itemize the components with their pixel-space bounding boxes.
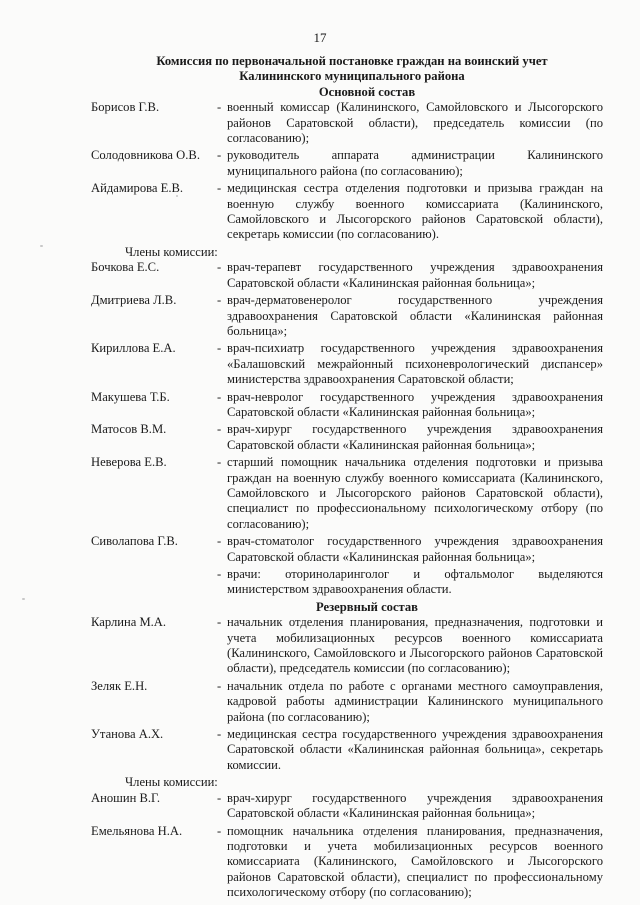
list-dash: -: [217, 790, 222, 805]
member-role-text: помощник начальника отделения планирования, предназначения, подготовки и учета мобилизационных ресурсов военного комиссариата (Калининского, Самойловского и Лысогорского районов Саратовской области), специалист по профессиональному психологическому отбору (по согласованию);: [227, 823, 603, 900]
member-role-text: врач-стоматолог государственного учреждения здравоохранения Саратовской области «Калининская районная больница»;: [227, 534, 603, 564]
member-role-text: начальник отдела по работе с органами местного самоуправления, кадровой работы администрации Калининского муниципального района (по согласованию);: [227, 678, 603, 724]
member-row: [91, 791, 603, 822]
member-role: [217, 791, 603, 822]
member-name: Дмитриева Л.В.: [91, 293, 177, 308]
reserve-leaders-list: [91, 615, 603, 773]
reserve-members-label: Члены комиссии:: [125, 775, 218, 790]
member-row: [91, 181, 603, 243]
member-role-text: врач-терапевт государственного учреждения здравоохранения Саратовской области «Калининская районная больница»;: [227, 260, 603, 290]
list-dash: -: [217, 534, 222, 549]
member-role-text: врач-невролог государственного учреждения здравоохранения Саратовской области «Калининская районная больница»;: [227, 389, 603, 419]
scan-mark: [176, 195, 178, 197]
list-dash: -: [217, 181, 222, 196]
list-dash: -: [217, 389, 222, 404]
list-dash: -: [217, 100, 222, 115]
member-role-text: врач-дерматовенеролог государственного учреждения здравоохранения Саратовской области «Калининская районная больница»;: [227, 293, 603, 338]
member-role-text: врач-психиатр государственного учреждения здравоохранения «Балашовский межрайонный психоневрологический диспансер» министерства здравоохранения Саратовской области;: [227, 341, 603, 387]
member-row: [91, 390, 603, 421]
list-dash: -: [217, 823, 222, 838]
list-dash: -: [217, 293, 222, 308]
member-role: [217, 534, 603, 565]
document-title-line-1: Комиссия по первоначальной постановке граждан на воинский учет: [156, 54, 548, 68]
member-role: [217, 100, 603, 146]
member-role-text: медицинская сестра государственного учреждения здравоохранения Саратовской области «Калининская районная больница», секретарь комиссии.: [227, 727, 603, 772]
member-row: [91, 824, 603, 901]
main-members-list: [91, 260, 603, 598]
scan-mark: [40, 245, 43, 247]
member-role-text: врач-хирург государственного учреждения здравоохранения Саратовской области «Калининская районная больница»;: [227, 422, 603, 452]
member-role: [217, 567, 603, 598]
member-role: [217, 615, 603, 677]
member-name: Зеляк Е.Н.: [91, 678, 148, 693]
member-name: [91, 567, 217, 598]
member-name: Неверова Е.В.: [91, 455, 167, 470]
list-dash: -: [217, 615, 222, 630]
member-role-text: врач-хирург государственного учреждения здравоохранения Саратовской области «Калининская районная больница»;: [227, 790, 603, 821]
reserve-composition-heading: Резервный состав: [316, 599, 418, 614]
member-role: [217, 341, 603, 387]
main-members-label: Члены комиссии:: [125, 244, 218, 259]
scan-mark: [22, 598, 25, 600]
member-row: [91, 148, 603, 179]
member-role: [217, 293, 603, 339]
member-row: [91, 293, 603, 339]
member-name: Айдамирова Е.В.: [91, 181, 184, 196]
list-dash: -: [217, 567, 222, 581]
member-row: [91, 679, 603, 725]
member-role: [217, 148, 603, 179]
member-role: [217, 390, 603, 421]
member-row: [91, 534, 603, 565]
list-dash: -: [217, 678, 222, 693]
member-name: Борисов Г.В.: [91, 100, 160, 115]
member-name: Макушева Т.Б.: [91, 389, 170, 404]
member-name: Матосов В.М.: [91, 422, 167, 437]
member-name: Солодовникова О.В.: [91, 148, 200, 163]
member-name: Кириллова Е.А.: [91, 341, 176, 356]
member-name: Карлина М.А.: [91, 615, 167, 630]
list-dash: -: [217, 260, 222, 275]
page-number: 17: [313, 30, 327, 45]
member-role: [217, 455, 603, 532]
member-role-text: врачи: оториноларинголог и офтальмолог выделяются министерством здравоохранения области.: [227, 567, 603, 597]
member-row: [91, 567, 603, 598]
member-role-text: начальник отделения планирования, предназначения, подготовки и учета мобилизационных ресурсов военного комиссариата (Калининского, Самойловского и Лысогорского районов Саратовской области), председатель комиссии (по согласованию);: [227, 615, 603, 676]
main-leaders-list: [91, 100, 603, 243]
member-role-text: старший помощник начальника отделения подготовки и призыва граждан на военную службу военного комиссариата (Калининского, Самойловского и Лысогорского районов Саратовской области), специалист по профессиональному психологическому отбору (по согласованию);: [227, 455, 603, 531]
member-role-text: руководитель аппарата администрации Калининского муниципального района (по согласованию);: [227, 148, 603, 178]
reserve-members-list: [91, 791, 603, 901]
member-role: [217, 260, 603, 291]
member-role: [217, 422, 603, 453]
document-title-line-2: Калининского муниципального района: [239, 69, 465, 84]
member-name: Бочкова Е.С.: [91, 260, 160, 275]
member-row: [91, 341, 603, 387]
member-role: [217, 727, 603, 773]
member-row: [91, 260, 603, 291]
member-role: [217, 181, 603, 243]
member-row: [91, 455, 603, 532]
member-name: Сиволапова Г.В.: [91, 534, 178, 549]
member-row: [91, 422, 603, 453]
member-row: [91, 615, 603, 677]
list-dash: -: [217, 148, 222, 163]
main-composition-heading: Основной состав: [318, 84, 416, 99]
member-name: Утанова А.Х.: [91, 727, 164, 742]
member-role: [217, 679, 603, 725]
list-dash: -: [217, 422, 222, 437]
list-dash: -: [217, 341, 222, 356]
member-role: [217, 824, 603, 901]
member-row: [91, 100, 603, 146]
member-role-text: военный комиссар (Калининского, Самойловского и Лысогорского районов Саратовской области), председатель комиссии (по согласованию);: [227, 100, 603, 146]
list-dash: -: [217, 727, 222, 742]
document-content: [91, 54, 603, 903]
member-name: Аношин В.Г.: [91, 790, 161, 805]
member-name: Емельянова Н.А.: [91, 823, 183, 838]
list-dash: -: [217, 455, 222, 470]
member-row: [91, 727, 603, 773]
member-role-text: медицинская сестра отделения подготовки и призыва граждан на военную службу военного комиссариата (Калининского, Самойловского и Лысогорского районов Саратовской области), секретарь комиссии (по согласованию).: [227, 181, 603, 242]
